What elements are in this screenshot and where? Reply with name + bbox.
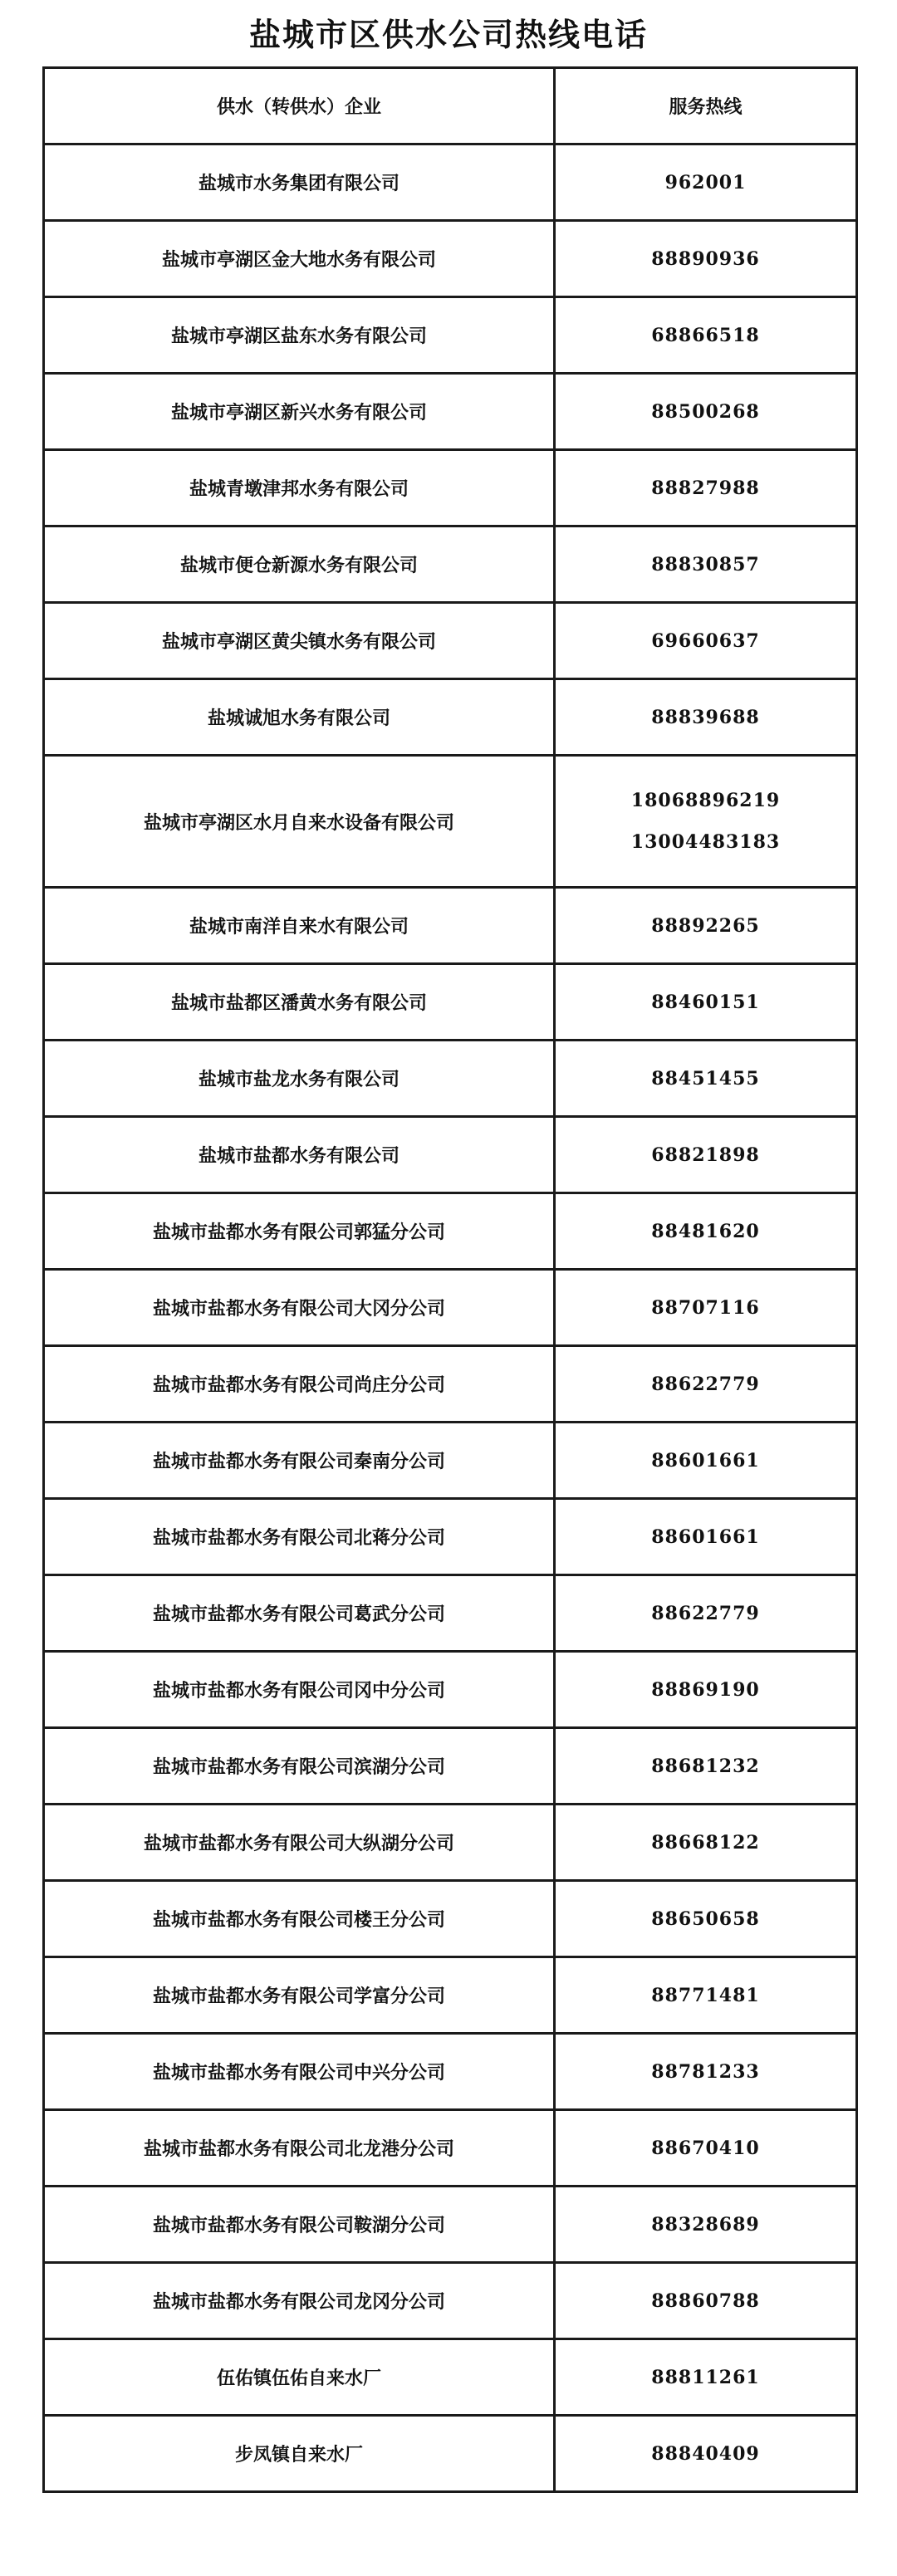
phone-cell (555, 2339, 857, 2416)
phone-cell (555, 1193, 857, 1270)
company-name-cell: 盐城市盐都水务有限公司龙冈分公司 (44, 2263, 555, 2339)
table-row (44, 221, 857, 297)
phone-number: 88622779 (651, 1602, 760, 1624)
phone-cell (555, 1041, 857, 1117)
phone-number: 88707116 (651, 1296, 760, 1319)
phone-number: 88811261 (651, 2366, 760, 2388)
phone-number: 69660637 (651, 629, 760, 652)
phone-number: 88650658 (651, 1908, 760, 1930)
phone-cell (555, 374, 857, 450)
phone-cell (555, 526, 857, 603)
table-row (44, 964, 857, 1041)
table-row (44, 1346, 857, 1423)
phone-number: 88328689 (651, 2213, 760, 2236)
phone-number: 88781233 (651, 2060, 760, 2083)
phone-cell (555, 1652, 857, 1728)
company-name-cell: 步凤镇自来水厂 (44, 2416, 555, 2492)
company-name-cell: 盐城市盐都水务有限公司中兴分公司 (44, 2034, 555, 2110)
company-name-cell: 盐城市盐都水务有限公司大冈分公司 (44, 1270, 555, 1346)
company-name-cell: 盐城市盐都水务有限公司 (44, 1117, 555, 1193)
phone-cell (555, 1728, 857, 1805)
table-row (44, 1805, 857, 1881)
company-name-cell: 盐城市亭湖区黄尖镇水务有限公司 (44, 603, 555, 679)
phone-cell (555, 297, 857, 374)
phone-cell (555, 603, 857, 679)
table-row (44, 526, 857, 603)
phone-number: 68866518 (651, 324, 760, 346)
phone-cell (555, 1117, 857, 1193)
phone-cell (555, 2187, 857, 2263)
company-name-cell: 盐城市盐都水务有限公司滨湖分公司 (44, 1728, 555, 1805)
table-row (44, 603, 857, 679)
company-name-cell: 盐城市水务集团有限公司 (44, 144, 555, 221)
phone-number: 88681232 (651, 1755, 760, 1777)
table-row (44, 1117, 857, 1193)
company-name-cell: 盐城市盐都区潘黄水务有限公司 (44, 964, 555, 1041)
hotline-table (42, 66, 858, 2493)
table-row (44, 756, 857, 888)
phone-number: 13004483183 (630, 831, 781, 853)
phone-number: 88860788 (651, 2290, 760, 2312)
table-row (44, 888, 857, 964)
phone-cell (555, 2034, 857, 2110)
company-name-cell: 盐城诚旭水务有限公司 (44, 679, 555, 756)
table-row (44, 297, 857, 374)
phone-number: 88840409 (651, 2442, 760, 2465)
phone-cell (555, 1957, 857, 2034)
company-name-cell: 盐城市盐都水务有限公司大纵湖分公司 (44, 1805, 555, 1881)
company-name-cell: 盐城市盐都水务有限公司郭猛分公司 (44, 1193, 555, 1270)
table-row (44, 1270, 857, 1346)
company-name-cell: 盐城市亭湖区新兴水务有限公司 (44, 374, 555, 450)
company-name-cell: 盐城市盐都水务有限公司葛武分公司 (44, 1575, 555, 1652)
company-name-cell: 盐城市亭湖区水月自来水设备有限公司 (44, 756, 555, 888)
header-phone: 服务热线 (555, 68, 857, 144)
company-name-cell: 伍佑镇伍佑自来水厂 (44, 2339, 555, 2416)
table-row (44, 1881, 857, 1957)
table-row (44, 2339, 857, 2416)
phone-number: 88830857 (651, 553, 760, 575)
table-header-row (44, 68, 857, 144)
phone-number: 68821898 (651, 1144, 760, 1166)
table-row (44, 1728, 857, 1805)
table-row (44, 1957, 857, 2034)
phone-number: 88670410 (651, 2137, 760, 2159)
table-row (44, 1499, 857, 1575)
table-row (44, 1423, 857, 1499)
phone-number: 88771481 (651, 1984, 760, 2006)
phone-cell (555, 1575, 857, 1652)
phone-cell (555, 1346, 857, 1423)
phone-number: 88601661 (651, 1449, 760, 1472)
phone-number: 88892265 (651, 914, 760, 937)
phone-number: 88827988 (651, 477, 760, 499)
company-name-cell: 盐城市南洋自来水有限公司 (44, 888, 555, 964)
table-row (44, 450, 857, 526)
phone-cell (555, 756, 857, 888)
phone-cell (555, 1499, 857, 1575)
table-row (44, 2263, 857, 2339)
table-row (44, 2110, 857, 2187)
table-row (44, 1041, 857, 1117)
company-name-cell: 盐城市盐都水务有限公司北龙港分公司 (44, 2110, 555, 2187)
company-name-cell: 盐城市盐龙水务有限公司 (44, 1041, 555, 1117)
phone-cell (555, 221, 857, 297)
company-name-cell: 盐城市盐都水务有限公司北蒋分公司 (44, 1499, 555, 1575)
phone-cell (555, 1270, 857, 1346)
table-row (44, 2416, 857, 2492)
phone-cell (555, 2263, 857, 2339)
phone-cell (555, 2416, 857, 2492)
phone-cell (555, 450, 857, 526)
header-company: 供水（转供水）企业 (44, 68, 555, 144)
company-name-cell: 盐城市盐都水务有限公司尚庄分公司 (44, 1346, 555, 1423)
table-row (44, 1652, 857, 1728)
phone-cell (555, 679, 857, 756)
phone-cell (555, 964, 857, 1041)
phone-number: 18068896219 (630, 790, 781, 811)
table-body (44, 144, 857, 2492)
phone-cell (555, 888, 857, 964)
phone-number: 88622779 (651, 1373, 760, 1395)
table-row (44, 1193, 857, 1270)
table-row (44, 679, 857, 756)
phone-number: 88460151 (651, 991, 760, 1013)
table-row (44, 144, 857, 221)
company-name-cell: 盐城市盐都水务有限公司学富分公司 (44, 1957, 555, 2034)
phone-number: 88451455 (651, 1067, 760, 1090)
phone-number: 88668122 (651, 1831, 760, 1854)
table-row (44, 2187, 857, 2263)
phone-cell (555, 1423, 857, 1499)
phone-number: 88601661 (651, 1526, 760, 1548)
company-name-cell: 盐城市盐都水务有限公司鞍湖分公司 (44, 2187, 555, 2263)
company-name-cell: 盐城青墩津邦水务有限公司 (44, 450, 555, 526)
table-row (44, 1575, 857, 1652)
company-name-cell: 盐城市盐都水务有限公司秦南分公司 (44, 1423, 555, 1499)
company-name-cell: 盐城市盐都水务有限公司楼王分公司 (44, 1881, 555, 1957)
phone-number: 88481620 (651, 1220, 760, 1242)
company-name-cell: 盐城市便仓新源水务有限公司 (44, 526, 555, 603)
table-row (44, 2034, 857, 2110)
phone-cell (555, 2110, 857, 2187)
phone-cell (555, 1881, 857, 1957)
table-row (44, 374, 857, 450)
phone-number: 962001 (664, 171, 747, 193)
company-name-cell: 盐城市亭湖区金大地水务有限公司 (44, 221, 555, 297)
company-name-cell: 盐城市盐都水务有限公司冈中分公司 (44, 1652, 555, 1728)
phone-number: 88890936 (651, 247, 760, 270)
phone-number: 88500268 (651, 400, 760, 423)
phone-cell (555, 144, 857, 221)
phone-number: 88839688 (651, 706, 760, 728)
phone-number: 88869190 (651, 1678, 760, 1701)
phone-cell (555, 1805, 857, 1881)
company-name-cell: 盐城市亭湖区盐东水务有限公司 (44, 297, 555, 374)
page-title: 盐城市区供水公司热线电话 (248, 17, 648, 53)
